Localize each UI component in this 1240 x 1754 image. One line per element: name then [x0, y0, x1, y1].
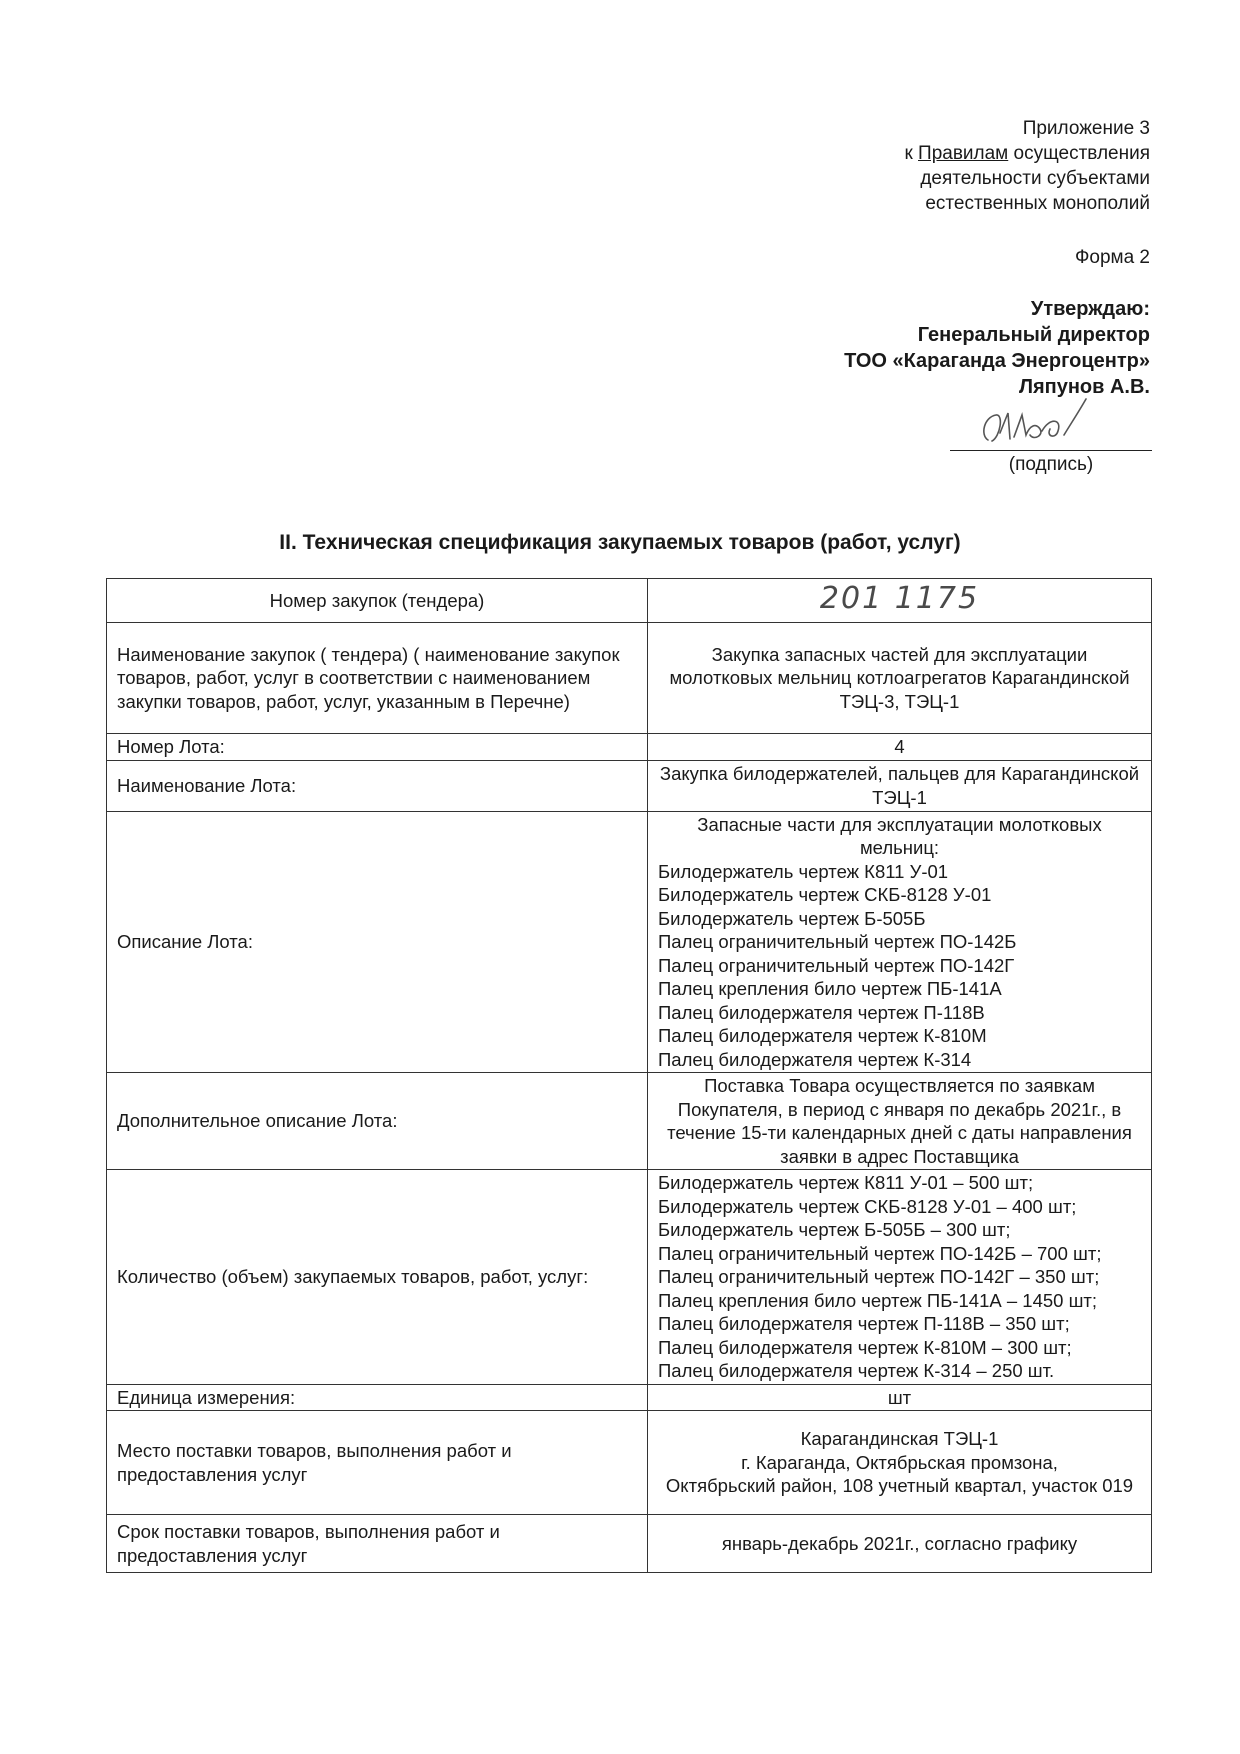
delivery-term-value: январь-декабрь 2021г., согласно графику	[648, 1515, 1152, 1573]
unit-value: шт	[648, 1384, 1152, 1411]
list-item: Палец билодержателя чертеж К-810М – 300 шт;	[658, 1336, 1072, 1358]
list-item: Палец ограничительный чертеж ПО-142Б – 700 шт;	[658, 1242, 1102, 1264]
list-item: Билодержатель чертеж Б-505Б – 300 шт;	[658, 1219, 1011, 1240]
list-item: Палец билодержателя чертеж П-118В	[658, 1001, 985, 1023]
tender-name-label: Наименование закупок ( тендера) ( наименование закупок товаров, работ, услуг в соответствии с наименованием закупки товаров, работ, услуг, указанным в Перечне)	[107, 623, 648, 734]
table-row	[107, 1073, 1152, 1170]
list-item: Палец ограничительный чертеж ПО-142Г – 350 шт;	[658, 1266, 1100, 1287]
lot-name-label: Наименование Лота:	[107, 760, 648, 811]
place-line: Карагандинская ТЭЦ-1	[800, 1428, 999, 1450]
approval-block	[844, 296, 1150, 400]
delivery-place-value	[648, 1411, 1152, 1515]
table-row	[107, 1411, 1152, 1515]
list-item: Билодержатель чертеж К811 У-01	[658, 860, 949, 882]
lot-description-heading: Запасные части для эксплуатации молотковых мельниц:	[697, 813, 1102, 858]
tender-name-value: Закупка запасных частей для эксплуатации молотковых мельниц котлоагрегатов Карагандинской ТЭЦ-3, ТЭЦ-1	[648, 623, 1152, 734]
appendix-line-3: деятельности субъектами	[920, 168, 1150, 189]
list-item: Билодержатель чертеж СКБ-8128 У-01 – 400 шт;	[658, 1195, 1077, 1217]
appendix-number: Приложение 3	[1022, 118, 1150, 139]
list-item: Палец билодержателя чертеж К-314	[658, 1048, 972, 1070]
delivery-place-label: Место поставки товаров, выполнения работ и предоставления услуг	[107, 1411, 648, 1515]
extra-description-label: Дополнительное описание Лота:	[107, 1073, 648, 1170]
list-item: Палец ограничительный чертеж ПО-142Б	[658, 931, 1017, 952]
lot-name-value: Закупка билодержателей, пальцев для Карагандинской ТЭЦ-1	[648, 760, 1152, 811]
list-item: Билодержатель чертеж К811 У-01 – 500 шт;	[658, 1172, 1034, 1193]
approver-position: Генеральный директор	[917, 324, 1150, 346]
table-row	[107, 1384, 1152, 1411]
rules-reference: к Правилам осуществления	[904, 143, 1150, 164]
list-item: Палец билодержателя чертеж П-118В – 350 шт;	[658, 1313, 1070, 1334]
list-item: Палец ограничительный чертеж ПО-142Г	[658, 954, 1015, 976]
company-name: ТОО «Караганда Энергоцентр»	[844, 350, 1150, 372]
appendix-header	[904, 116, 1150, 216]
list-item: Палец крепления било чертеж ПБ-141А – 1450 шт;	[658, 1289, 1098, 1311]
quantity-label: Количество (объем) закупаемых товаров, работ, услуг:	[107, 1170, 648, 1385]
lot-number-label: Номер Лота:	[107, 734, 648, 761]
list-item: Палец билодержателя чертеж К-810М	[658, 1025, 987, 1046]
specification-table	[106, 578, 1152, 1573]
table-row	[107, 1515, 1152, 1573]
form-label: Форма 2	[1074, 247, 1150, 268]
document-title: II. Техническая спецификация закупаемых товаров (работ, услуг)	[279, 531, 961, 554]
table-row	[107, 1170, 1152, 1385]
list-item: Билодержатель чертеж Б-505Б	[658, 907, 926, 929]
place-line: Октябрьский район, 108 учетный квартал, участок 019	[665, 1475, 1134, 1497]
table-row	[107, 734, 1152, 761]
lot-number-value: 4	[648, 734, 1152, 761]
place-line: г. Караганда, Октябрьская промзона,	[741, 1451, 1058, 1473]
approver-name: Ляпунов А.В.	[1018, 376, 1150, 398]
extra-description-value: Поставка Товара осуществляется по заявкам Покупателя, в период с января по декабрь 2021г., в течение 15-ти календарных дней с даты направления заявки в адрес Поставщика	[648, 1073, 1152, 1170]
list-item: Билодержатель чертеж СКБ-8128 У-01	[658, 884, 992, 905]
delivery-term-label: Срок поставки товаров, выполнения работ и предоставления услуг	[107, 1515, 648, 1573]
signature-mark	[970, 395, 1110, 450]
list-item: Палец крепления било чертеж ПБ-141А	[658, 978, 1002, 999]
lot-description-value	[648, 811, 1152, 1073]
table-row	[107, 579, 1152, 623]
list-item: Палец билодержателя чертеж К-314 – 250 шт.	[658, 1360, 1055, 1381]
signature-line	[950, 450, 1152, 451]
table-row	[107, 760, 1152, 811]
table-row	[107, 811, 1152, 1073]
lot-description-label: Описание Лота:	[107, 811, 648, 1073]
quantity-value	[648, 1170, 1152, 1385]
approve-label: Утверждаю:	[1030, 298, 1150, 320]
appendix-line-4: естественных монополий	[925, 193, 1150, 214]
tender-number-value	[648, 579, 1152, 623]
handwritten-tender-number: 201 1175	[819, 581, 980, 617]
rules-link[interactable]: Правилам	[918, 143, 1009, 164]
table-row	[107, 623, 1152, 734]
tender-number-label: Номер закупок (тендера)	[107, 579, 648, 623]
unit-label: Единица измерения:	[107, 1384, 648, 1411]
signature-caption: (подпись)	[1008, 454, 1094, 475]
